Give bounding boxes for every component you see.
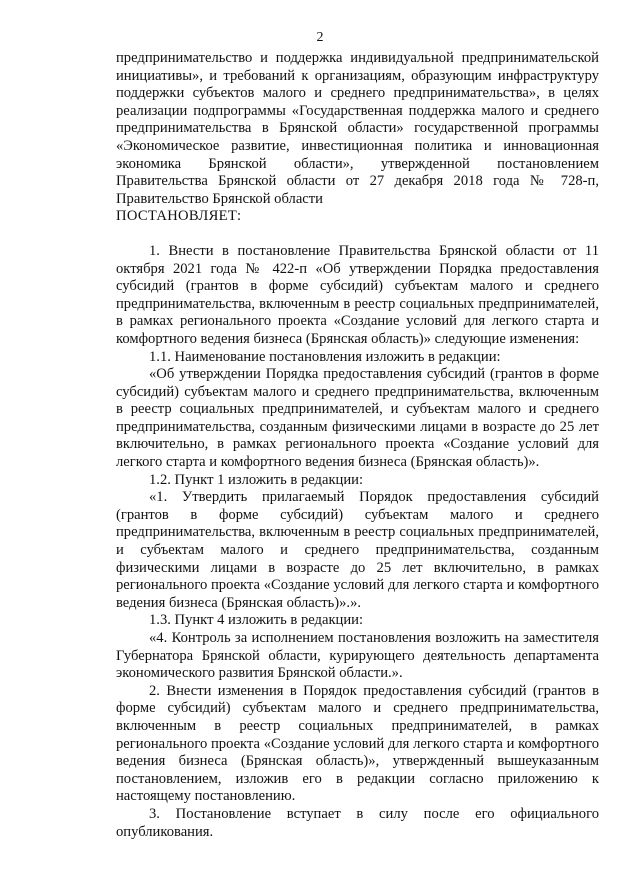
item-1-paragraph: 1. Внести в постановление Правительства Брянской области от 11 октября 2021 года № 422-п «Об утверждении Порядка предоставления субсидий (грантов в форме субсидий) субъектам малого и среднего предпринимательства, включенным в реестр социальных предпринимателей, в рамках регионального проекта «Создание условий для легкого старта и комфортного ведения бизнеса (Брянская область)» следующие изменения:	[116, 242, 599, 347]
item-1-2-paragraph: 1.2. Пункт 1 изложить в редакции:	[149, 471, 364, 488]
item-3-paragraph: 3. Постановление вступает в силу после его официального опубликования.	[116, 805, 599, 840]
item-2-paragraph: 2. Внести изменения в Порядок предоставления субсидий (грантов в форме субсидий) субъектам малого и среднего предпринимательства, включенным в реестр социальных предпринимателей, в рамках регионального проекта «Создание условий для легкого старта и комфортного ведения бизнеса (Брянская область)», утвержденный вышеуказанным постановлением, изложив его в редакции согласно приложению к настоящему постановлению.	[116, 682, 599, 805]
item-1-3-text-paragraph: «4. Контроль за исполнением постановления возложить на заместителя Губернатора Брянской области, курирующего деятельность департамента экономического развития Брянской области.».	[116, 630, 599, 682]
item-1-3-paragraph: 1.3. Пункт 4 изложить в редакции:	[149, 612, 364, 629]
item-1-1-text-paragraph: «Об утверждении Порядка предоставления субсидий (грантов в форме субсидий) субъектам малого и среднего предпринимательства, включенным в реестр социальных предпринимателей, и субъектам малого и среднего предпринимательства, созданным физическими лицами в возрасте до 25 лет включительно, в рамках регионального проекта «Создание условий для легкого старта и комфортного ведения бизнеса (Брянская область)».	[116, 366, 599, 471]
item-1-1-paragraph: 1.1. Наименование постановления изложить в редакции:	[149, 348, 501, 365]
resolves-heading: ПОСТАНОВЛЯЕТ:	[116, 208, 242, 225]
document-body	[116, 50, 599, 841]
item-1-2-text-paragraph: «1. Утвердить прилагаемый Порядок предоставления субсидий (грантов в форме субсидий) субъектам малого и среднего предпринимательства, включенным в реестр социальных предпринимателей, и субъектам малого и среднего предпринимательства, созданным физическими лицами в возрасте до 25 лет включительно, в рамках регионального проекта «Создание условий для легкого старта и комфортного ведения бизнеса (Брянская область)».».	[116, 489, 599, 611]
intro-paragraph: предпринимательство и поддержка индивидуальной предпринимательской инициативы», и требований к организациям, образующим инфраструктуру поддержки субъектов малого и среднего предпринимательства», в целях реализации подпрограммы «Государственная поддержка малого и среднего предпринимательства в Брянской области» государственной программы «Экономическое развитие, инвестиционная политика и инновационная экономика Брянской области», утвержденной постановлением Правительства Брянской области от 27 декабря 2018 года № 728-п, Правительство Брянской области	[116, 50, 599, 207]
page-number: 2	[316, 30, 324, 45]
